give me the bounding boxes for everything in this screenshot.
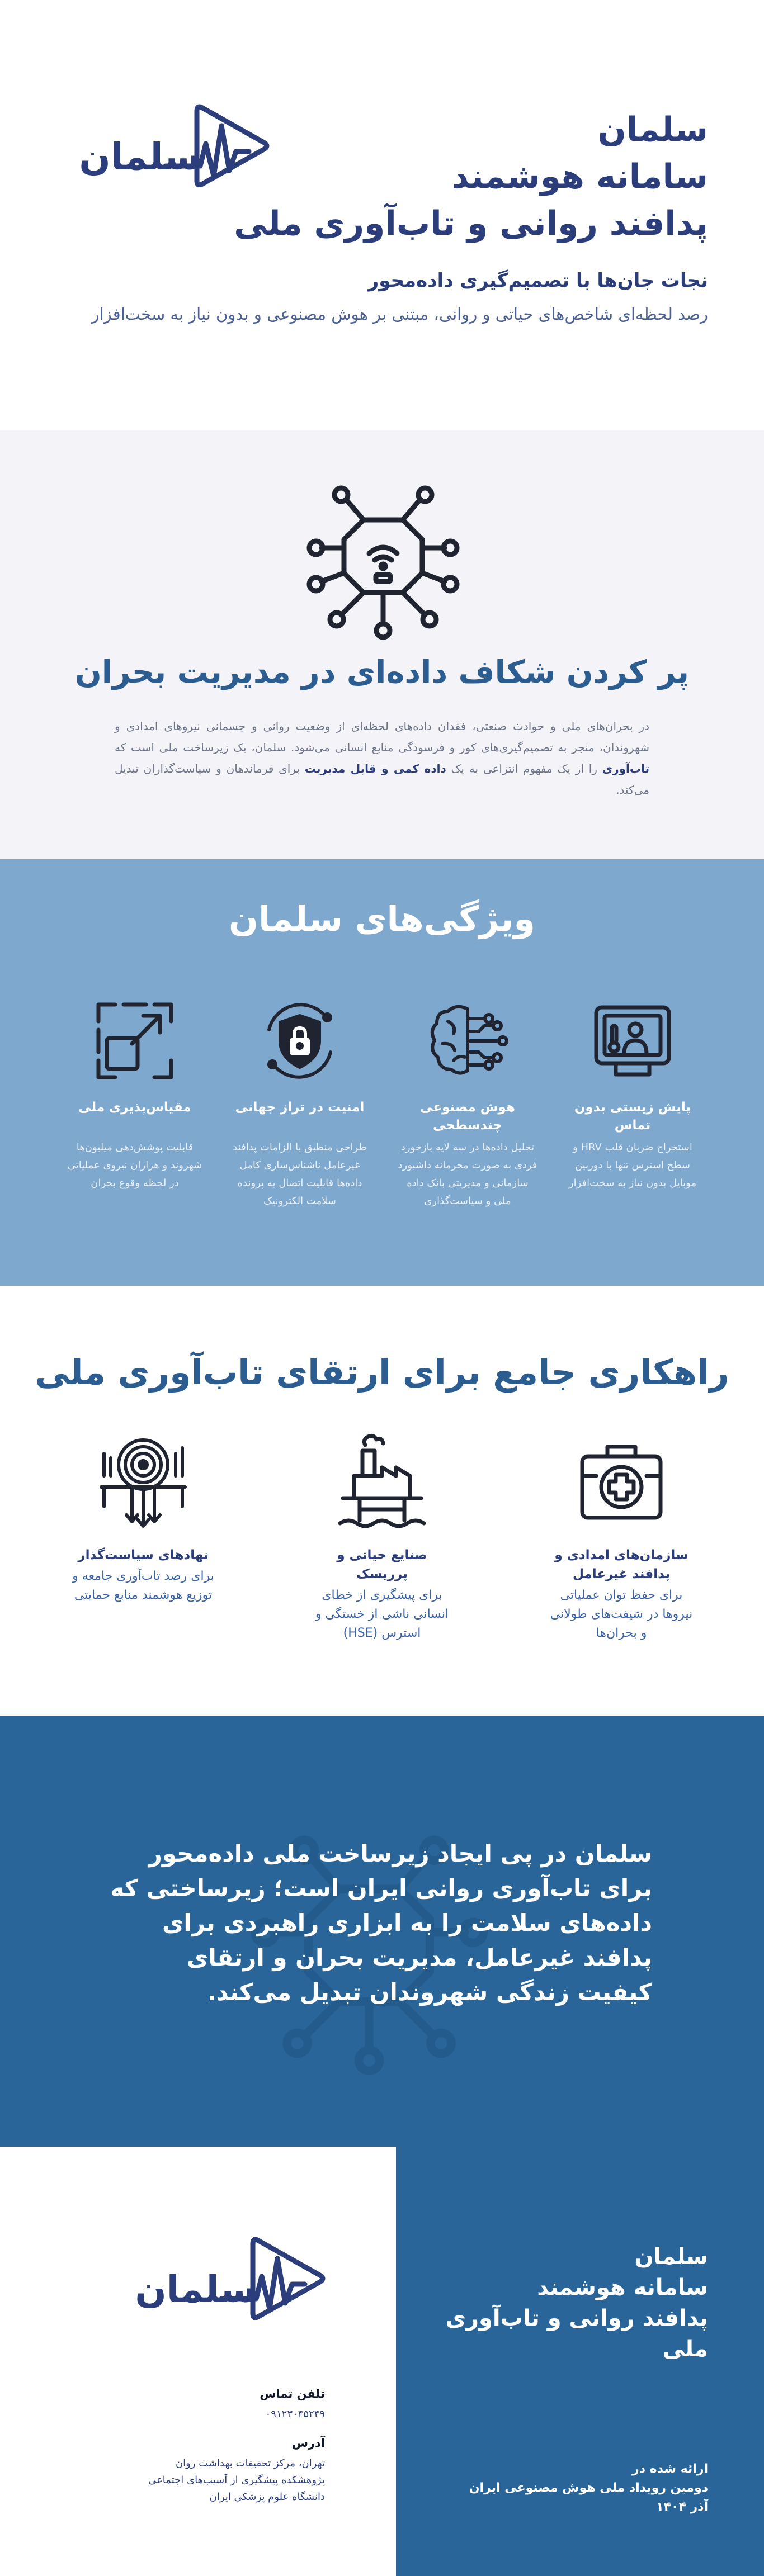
features-section bbox=[0, 859, 764, 1286]
crisis-body-part-1: در بحران‌های ملی و حوادث صنعتی، فقدان داده‌های لحظه‌ای از وضعیت روانی و جسمانی نیروهای امدادی و شهروندان، منجر به تصمیم‌گیری‌های کور و فرسودگی منابع انسانی می‌شود. سلمان، یک زیرساخت ملی است که bbox=[115, 719, 649, 754]
footer-titles bbox=[396, 2242, 708, 2365]
national-item-title: صنایع حیاتی و پرریسک bbox=[337, 1548, 427, 1581]
feature-text: قابلیت پوشش‌دهی میلیون‌ها شهروند و هزاران نیروی عملیاتی در لحظه وقوع بحران bbox=[67, 1142, 202, 1189]
presented-line: آذر ۱۴۰۴ bbox=[656, 2500, 708, 2514]
industrial-plant-icon bbox=[332, 1431, 432, 1532]
national-item-text: برای پیشگیری از خطای انسانی ناشی از خستگی و استرس (HSE) bbox=[315, 1588, 449, 1640]
hero-description: رصد لحظه‌ای شاخص‌های حیاتی و روانی، مبتنی بر هوش مصنوعی و بدون نیاز به سخت‌افزار bbox=[91, 305, 708, 324]
national-heading: راهکاری جامع برای ارتقای تاب‌آوری ملی bbox=[35, 1352, 729, 1393]
hero-section bbox=[0, 0, 764, 430]
footer-title-line-1: سلمان bbox=[634, 2244, 708, 2270]
crisis-body-bold-1: تاب‌آوری bbox=[602, 762, 649, 775]
hero-tagline: نجات جان‌ها با تصمیم‌گیری داده‌محور bbox=[367, 269, 708, 292]
crisis-body-part-2: را از یک مفهوم انتزاعی به یک bbox=[446, 762, 602, 775]
footer-contact-block bbox=[68, 2387, 325, 2519]
feature-text: استخراج ضربان قلب HRV و سطح استرس تنها با دوربین موبایل بدون نیاز به سخت‌افزار bbox=[568, 1142, 697, 1189]
feature-title: هوش مصنوعی چندسطحی bbox=[420, 1100, 515, 1133]
national-item-title: سازمان‌های امدادی و پدافند غیرعامل bbox=[554, 1548, 688, 1581]
feature-text: طراحی منطبق با الزامات پدافند غیرعامل ناشناس‌سازی کامل داده‌ها قابلیت اتصال به پرونده سلامت الکترونیک bbox=[233, 1142, 367, 1207]
hero-titles bbox=[234, 106, 708, 247]
hero-title-line-1: سلمان bbox=[597, 110, 708, 149]
first-aid-kit-icon bbox=[571, 1431, 672, 1532]
footer-salman-logo bbox=[112, 2236, 336, 2320]
logo-wordmark: سلمان bbox=[79, 135, 201, 178]
feature-title: مقیاس‌پذیری ملی bbox=[78, 1100, 191, 1115]
vision-section bbox=[0, 1716, 764, 2147]
feature-item-scalability bbox=[65, 999, 205, 1192]
national-item-text: برای رصد تاب‌آوری جامعه و توزیع هوشمند منابع حمایتی bbox=[72, 1569, 214, 1602]
crisis-section bbox=[0, 430, 764, 859]
presented-line: دومین رویداد ملی هوش مصنوعی ایران bbox=[469, 2481, 708, 2495]
vision-statement: سلمان در پی ایجاد زیرساخت ملی داده‌محور برای تاب‌آوری روانی ایران است؛ زیرساختی که داده‌های سلامت را به ابزاری راهبردی برای پدافند غیرعامل، مدیریت بحران و ارتقای کیفیت زندگی شهروندان تبدیل می‌کند. bbox=[110, 1840, 652, 2006]
hero-title-line-2: سامانه هوشمند bbox=[451, 157, 708, 196]
crisis-body bbox=[115, 716, 649, 801]
footer-section bbox=[0, 2147, 764, 2576]
address-line: پژوهشکده پیشگیری از آسیب‌های اجتماعی bbox=[148, 2474, 325, 2486]
footer-title-line-2: سامانه هوشمند bbox=[537, 2275, 708, 2300]
address-label: آدرس bbox=[291, 2436, 325, 2450]
presented-line: ارائه شده در bbox=[632, 2462, 708, 2476]
feature-text: تحلیل داده‌ها در سه لایه بازخورد فردی به صورت محرمانه داشبورد سازمانی و مدیریتی بانک داده ملی و سیاست‌گذاری bbox=[398, 1142, 537, 1207]
security-shield-icon bbox=[258, 999, 342, 1083]
features-heading: ویژگی‌های سلمان bbox=[229, 898, 535, 939]
scalability-icon bbox=[93, 999, 177, 1083]
feature-item-security bbox=[230, 999, 370, 1210]
address-line: تهران، مرکز تحقیقات بهداشت روان bbox=[175, 2457, 325, 2469]
national-item-title: نهادهای سیاست‌گذار bbox=[78, 1548, 209, 1562]
address-value bbox=[68, 2455, 325, 2506]
footer-title-line-3: پدافند روانی و تاب‌آوری ملی bbox=[445, 2305, 708, 2362]
contactless-monitor-icon bbox=[591, 999, 675, 1083]
salman-logo bbox=[56, 103, 280, 187]
national-item-policy bbox=[70, 1431, 216, 1605]
ai-chip-icon bbox=[302, 470, 464, 643]
national-item-relief bbox=[549, 1431, 694, 1643]
national-item-industry bbox=[309, 1431, 455, 1643]
ai-brain-icon bbox=[426, 999, 510, 1083]
crisis-body-part-3: برای فرماندهان و سیاست‌گذاران تبدیل می‌کند. bbox=[115, 762, 649, 797]
address-line: دانشگاه علوم پزشکی ایران bbox=[209, 2491, 325, 2503]
feature-item-contactless bbox=[563, 999, 702, 1192]
phone-value[interactable]: ۰۹۱۲۳۰۴۵۲۴۹ bbox=[265, 2408, 325, 2420]
strategy-target-icon bbox=[93, 1431, 194, 1532]
hero-title-line-3: پدافند روانی و تاب‌آوری ملی bbox=[234, 204, 708, 243]
crisis-heading: پر کردن شکاف داده‌ای در مدیریت بحران bbox=[74, 654, 690, 690]
feature-item-ai bbox=[398, 999, 537, 1210]
footer-brand-panel bbox=[396, 2147, 764, 2576]
phone-label: تلفن تماس bbox=[260, 2387, 325, 2400]
feature-title: پایش زیستی بدون تماس bbox=[574, 1100, 691, 1133]
national-item-text: برای حفظ توان عملیاتی نیروها در شیفت‌های طولانی و بحران‌ها bbox=[550, 1588, 693, 1640]
crisis-body-bold-2: داده کمی و قابل مدیریت bbox=[304, 762, 446, 775]
feature-title: امنیت در تراز جهانی bbox=[235, 1100, 365, 1115]
footer-logo-wordmark: سلمان bbox=[135, 2268, 257, 2311]
national-section bbox=[0, 1286, 764, 1716]
presented-at-block bbox=[469, 2460, 708, 2517]
